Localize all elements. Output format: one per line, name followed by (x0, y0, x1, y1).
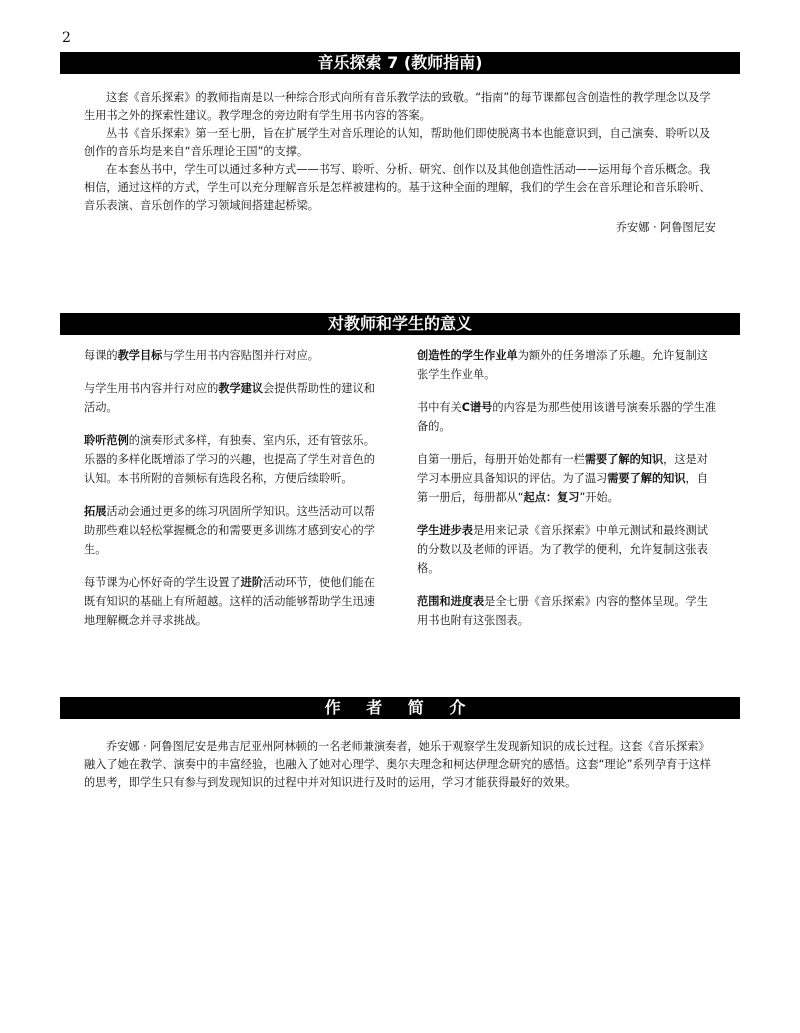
feature-item: 聆听范例的演奏形式多样，有独奏、室内乐，还有管弦乐。乐器的多样化既增添了学习的兴趣，也提高了学生对音色的认知。本书所附的音频标有选段名称，方便后续聆听。 (84, 434, 375, 485)
feature-item: 学生进步表是用来记录《音乐探索》中单元测试和最终测试的分数以及老师的评语。为了教学的便利，允许复制这张表格。 (417, 524, 708, 575)
intro-paragraph: 丛书《音乐探索》第一至七册，旨在扩展学生对音乐理论的认知，帮助他们即使脱离书本也能意识到，自己演奏、聆听以及创作的音乐均是来自“音乐理论王国”的支撑。 (84, 127, 711, 158)
feature-item: 自第一册后，每册开始处都有一栏需要了解的知识，这是对学习本册应具备知识的评估。为了温习需要了解的知识，自第一册后，每册都从“起点：复习”开始。 (417, 453, 708, 504)
feature-item: 书中有关C谱号的内容是为那些使用该谱号演奏乐器的学生准备的。 (417, 401, 717, 433)
intro-paragraph: 这套《音乐探索》的教师指南是以一种综合形式向所有音乐教学法的致敬。“指南”的每节课都包含创造性的教学理念以及学生用书之外的探索性建议。教学理念的旁边附有学生用书内容的答案。 (84, 91, 711, 122)
section-title-guide: 音乐探索 7 (教师指南) (60, 52, 740, 74)
feature-item: 每课的教学目标与学生用书内容贴图并行对应。 (84, 349, 319, 362)
section-title-meaning: 对教师和学生的意义 (60, 313, 740, 335)
author-bio-paragraph: 乔安娜 · 阿鲁图尼安是弗吉尼亚州阿林顿的一名老师兼演奏者，她乐于观察学生发现新知识的成长过程。这套《音乐探索》融入了她在教学、演奏中的丰富经验，也融入了她对心理学、奥尔夫理念和柯达伊理念研究的感悟。这套“理论”系列孕育于这样的思考，即学生只有参与到发现知识的过程中并对知识进行及时的运用，学习才能获得最好的效果。 (84, 740, 711, 789)
feature-item: 范围和进度表是全七册《音乐探索》内容的整体呈现。学生用书也附有这张图表。 (417, 595, 708, 627)
intro-text (84, 89, 716, 215)
author-bio (84, 738, 716, 792)
author-signature: 乔安娜 · 阿鲁图尼安 (615, 221, 716, 234)
page-number: 2 (62, 30, 71, 46)
features-right-column (417, 346, 717, 644)
feature-item: 创造性的学生作业单为额外的任务增添了乐趣。允许复制这张学生作业单。 (417, 349, 708, 381)
intro-paragraph: 在本套丛书中，学生可以通过多种方式——书写、聆听、分析、研究、创作以及其他创造性活动——运用每个音乐概念。我相信，通过这样的方式，学生可以充分理解音乐是怎样被建构的。基于这种全面的理解，我们的学生会在音乐理论和音乐聆听、音乐表演、音乐创作的学习领域间搭建起桥梁。 (84, 163, 711, 212)
feature-item: 拓展活动会通过更多的练习巩固所学知识。这些活动可以帮助那些难以轻松掌握概念的和需要更多训练才感到安心的学生。 (84, 505, 375, 556)
feature-item: 每节课为心怀好奇的学生设置了进阶活动环节，使他们能在既有知识的基础上有所超越。这样的活动能够帮助学生迅速地理解概念并寻求挑战。 (84, 576, 375, 627)
section-title-author: 作 者 简 介 (60, 697, 740, 719)
features-left-column (84, 346, 384, 644)
feature-item: 与学生用书内容并行对应的教学建议会提供帮助性的建议和活动。 (84, 382, 375, 414)
